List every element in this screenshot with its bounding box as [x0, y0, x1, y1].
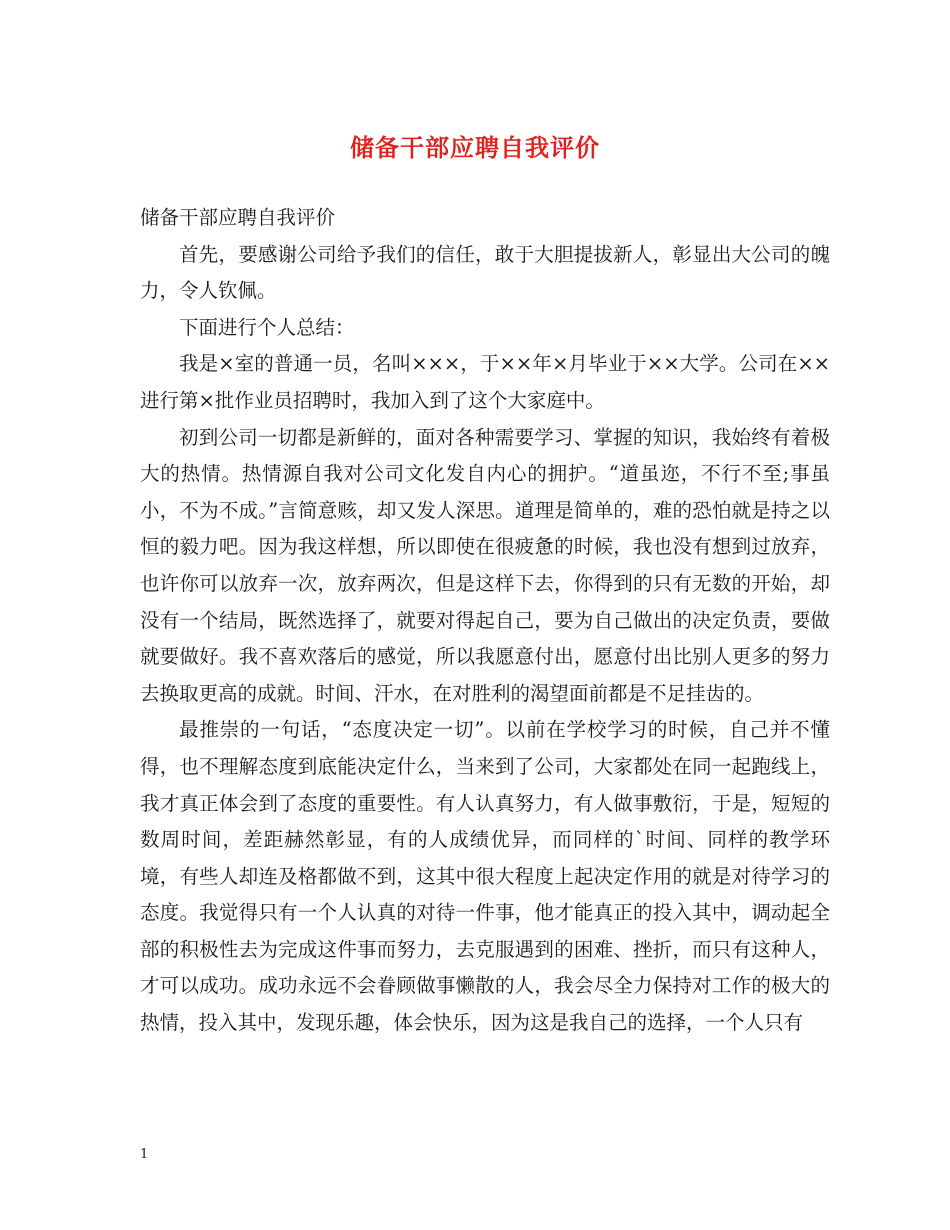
paragraph-attitude: 最推崇的一句话，“态度决定一切”。以前在学校学习的时候，自己并不懂得，也不理解态度到底能决定什么，当来到了公司，大家都处在同一起跑线上，我才真正体会到了态度的重要性。有人认真努力，有人做事敷衍，于是，短短的数周时间，差距赫然彰显，有的人成绩优异，而同样的`时间、同样的教学环境，有些人却连及格都做不到，这其中很大程度上起决定作用的就是对待学习的态度。我觉得只有一个人认真的对待一件事，他才能真正的投入其中，调动起全部的积极性去为完成这件事而努力，去克服遇到的困难、挫折，而只有这种人，才可以成功。成功永远不会眷顾做事懒散的人，我会尽全力保持对工作的极大的热情，投入其中，发现乐趣，体会快乐，因为这是我自己的选择，一个人只有	[140, 718, 830, 1035]
paragraph-enthusiasm: 初到公司一切都是新鲜的，面对各种需要学习、掌握的知识，我始终有着极大的热情。热情源自我对公司文化发自内心的拥护。“道虽迩，不行不至;事虽小，不为不成。”言简意赅，却又发人深思。道理是简单的，难的恐怕就是持之以恒的毅力吧。因为我这样想，所以即使在很疲惫的时候，我也没有想到过放弃，也许你可以放弃一次，放弃两次，但是这样下去，你得到的只有无数的开始，却没有一个结局，既然选择了，就要对得起自己，要为自己做出的决定负责，要做就要做好。我不喜欢落后的感觉，所以我愿意付出，愿意付出比别人更多的努力去换取更高的成就。时间、汗水，在对胜利的渴望面前都是不足挂齿的。	[140, 425, 830, 705]
page-title: 储备干部应聘自我评价	[350, 133, 600, 162]
document-body	[140, 200, 830, 1042]
paragraph-intro: 首先，要感谢公司给予我们的信任，敢于大胆提拔新人，彰显出大公司的魄力，令人钦佩。	[140, 242, 830, 303]
page-number: 1	[140, 1147, 149, 1162]
paragraph-self-introduction: 我是×室的普通一员，名叫×××，于××年×月毕业于××大学。公司在××进行第×批作业员招聘时，我加入到了这个大家庭中。	[140, 352, 830, 412]
document-subtitle: 储备干部应聘自我评价	[140, 206, 336, 229]
paragraph-summary-heading: 下面进行个人总结：	[179, 315, 355, 339]
